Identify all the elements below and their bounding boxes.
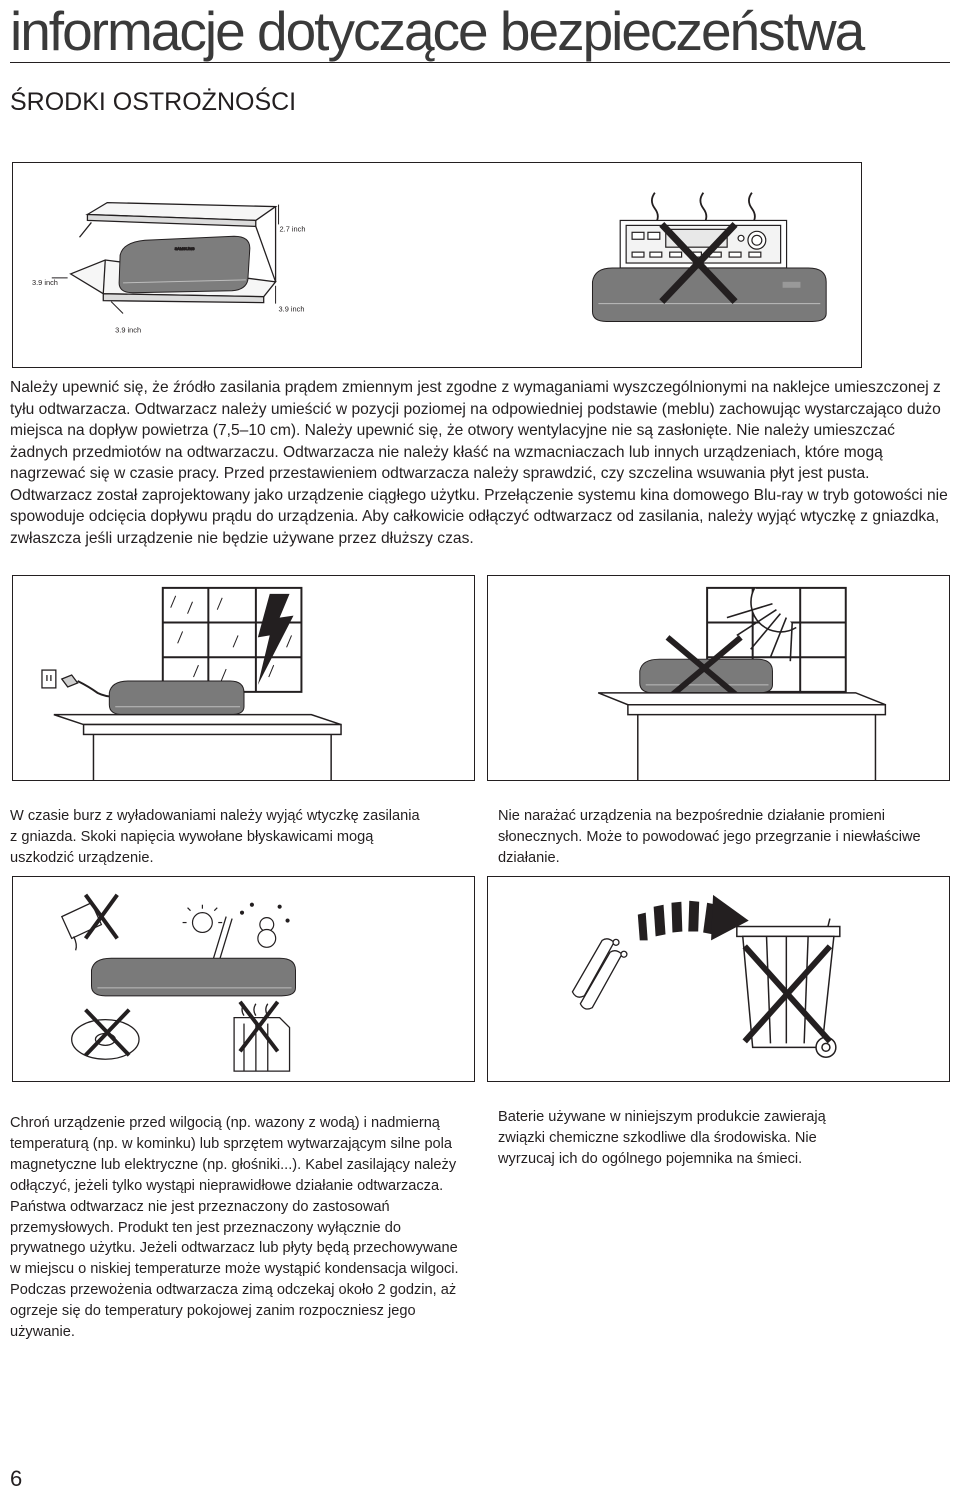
heat-waves xyxy=(652,193,755,225)
battery-disposal-figure xyxy=(487,876,950,1082)
moisture-heat-figure xyxy=(12,876,475,1082)
player-on-table xyxy=(109,681,244,715)
table-drawing xyxy=(598,693,885,780)
lightning-illustration xyxy=(13,576,474,780)
moisture-caption: Chroń urządzenie przed wilgocią (np. wazony z wodą) i nadmierną temperaturą (np. w kominku) lub sprzętem wytwarzającym silne pola magnetyczne lub elektryczne (np. głośniki...). Kabel zasilający należy odłączyć, jeżeli tylko wystąpi nieprawidłowe działanie odtwarzacza. Państwa odtwarzacz nie jest przeznaczony do zastosowań przemysłowych. Produkt ten jest przeznaczony wyłącznie do prywatnego użytku. Jeżeli odtwarzacz lub płyty będą przechowywane w miejscu o niskiej temperaturze może wystąpić kondensacja wilgoci. Podczas przewożenia odtwarzacza zimą odczekaj około 2 godzin, aż ogrzeje się do temperatury pokojowej zanim rozpoczniesz jego używanie. xyxy=(10,1115,459,1341)
section-heading: ŚRODKI OSTROŻNOŚCI xyxy=(10,88,297,116)
sunlight-caption: Nie narażać urządzenia na bezpośrednie działanie promieni słonecznych. Może to powodować jego przegrzanie i niewłaściwe działanie. xyxy=(498,808,921,866)
dim-label-bottom: 3.9 inch xyxy=(115,325,142,335)
battery-disposal-illustration xyxy=(488,877,949,1081)
svg-text:SAMSUNG: SAMSUNG xyxy=(174,246,195,252)
curved-arrow-icon xyxy=(638,895,749,941)
page-title: informacje dotyczące bezpieczeństwa xyxy=(10,0,950,63)
dim-label-left: 3.9 inch xyxy=(31,277,58,287)
ventilation-figure xyxy=(12,162,862,368)
table-drawing xyxy=(54,715,341,780)
dim-label-right: 3.9 inch xyxy=(278,304,305,314)
page-number: 6 xyxy=(10,1466,23,1491)
lightning-figure xyxy=(12,575,475,781)
temperature-icons xyxy=(183,903,289,947)
sunlight-illustration xyxy=(488,576,949,780)
moisture-heat-illustration xyxy=(13,877,474,1081)
player-drawing xyxy=(91,958,295,996)
ventilation-instructions: Należy upewnić się, że źródło zasilania prądem zmiennym jest zgodne z wymaganiami wyszczególnionymi na naklejce umieszczonej z tyłu odtwarzacza. Odtwarzacz należy umieścić w pozycji poziomej na odpowiedniej podstawie (meblu) zachowując wystarczająco dużo miejsca na dopływ powietrza (7,5–10 cm). Należy upewnić się, że otwory wentylacyjne nie są zasłonięte. Nie należy umieszczać żadnych przedmiotów na odtwarzaczu. Odtwarzacza nie należy kłaść na wzmacniaczach lub innych urządzeniach, które mogą nagrzewać się w czasie pracy. Przed przestawieniem odtwarzacza należy sprawdzić, czy szczelina wsuwania płyt jest pusta. Odtwarzacz został zaprojektowany jako urządzenie ciągłego użytku. Przełączenie systemu kina domowego Blu-ray w tryb gotowości nie spowoduje odcięcia dopływu prądu do urządzenia. Aby całkowicie odłączyć odtwarzacz od zasilania, należy wyjąć wtyczkę z gniazdka, zwłaszcza jeśli urządzenie nie będzie używane przez dłuższy czas. xyxy=(10,379,948,547)
battery-caption: Baterie używane w niniejszym produkcie zawierają związki chemiczne szkodliwe dla środowiska. Nie wyrzucaj ich do ogólnego pojemnika na śmieci. xyxy=(498,1109,826,1167)
dim-label-top: 2.7 inch xyxy=(279,224,306,234)
ventilation-illustration xyxy=(13,163,861,367)
battery-icon xyxy=(572,939,626,1009)
sunlight-figure xyxy=(487,575,950,781)
player-in-cabinet xyxy=(119,236,250,292)
lightning-caption: W czasie burz z wyładowaniami należy wyjąć wtyczkę zasilania z gniazda. Skoki napięcia wywołane błyskawicami mogą uszkodzić urządzenie. xyxy=(10,808,420,866)
heater-icon xyxy=(234,1004,289,1071)
